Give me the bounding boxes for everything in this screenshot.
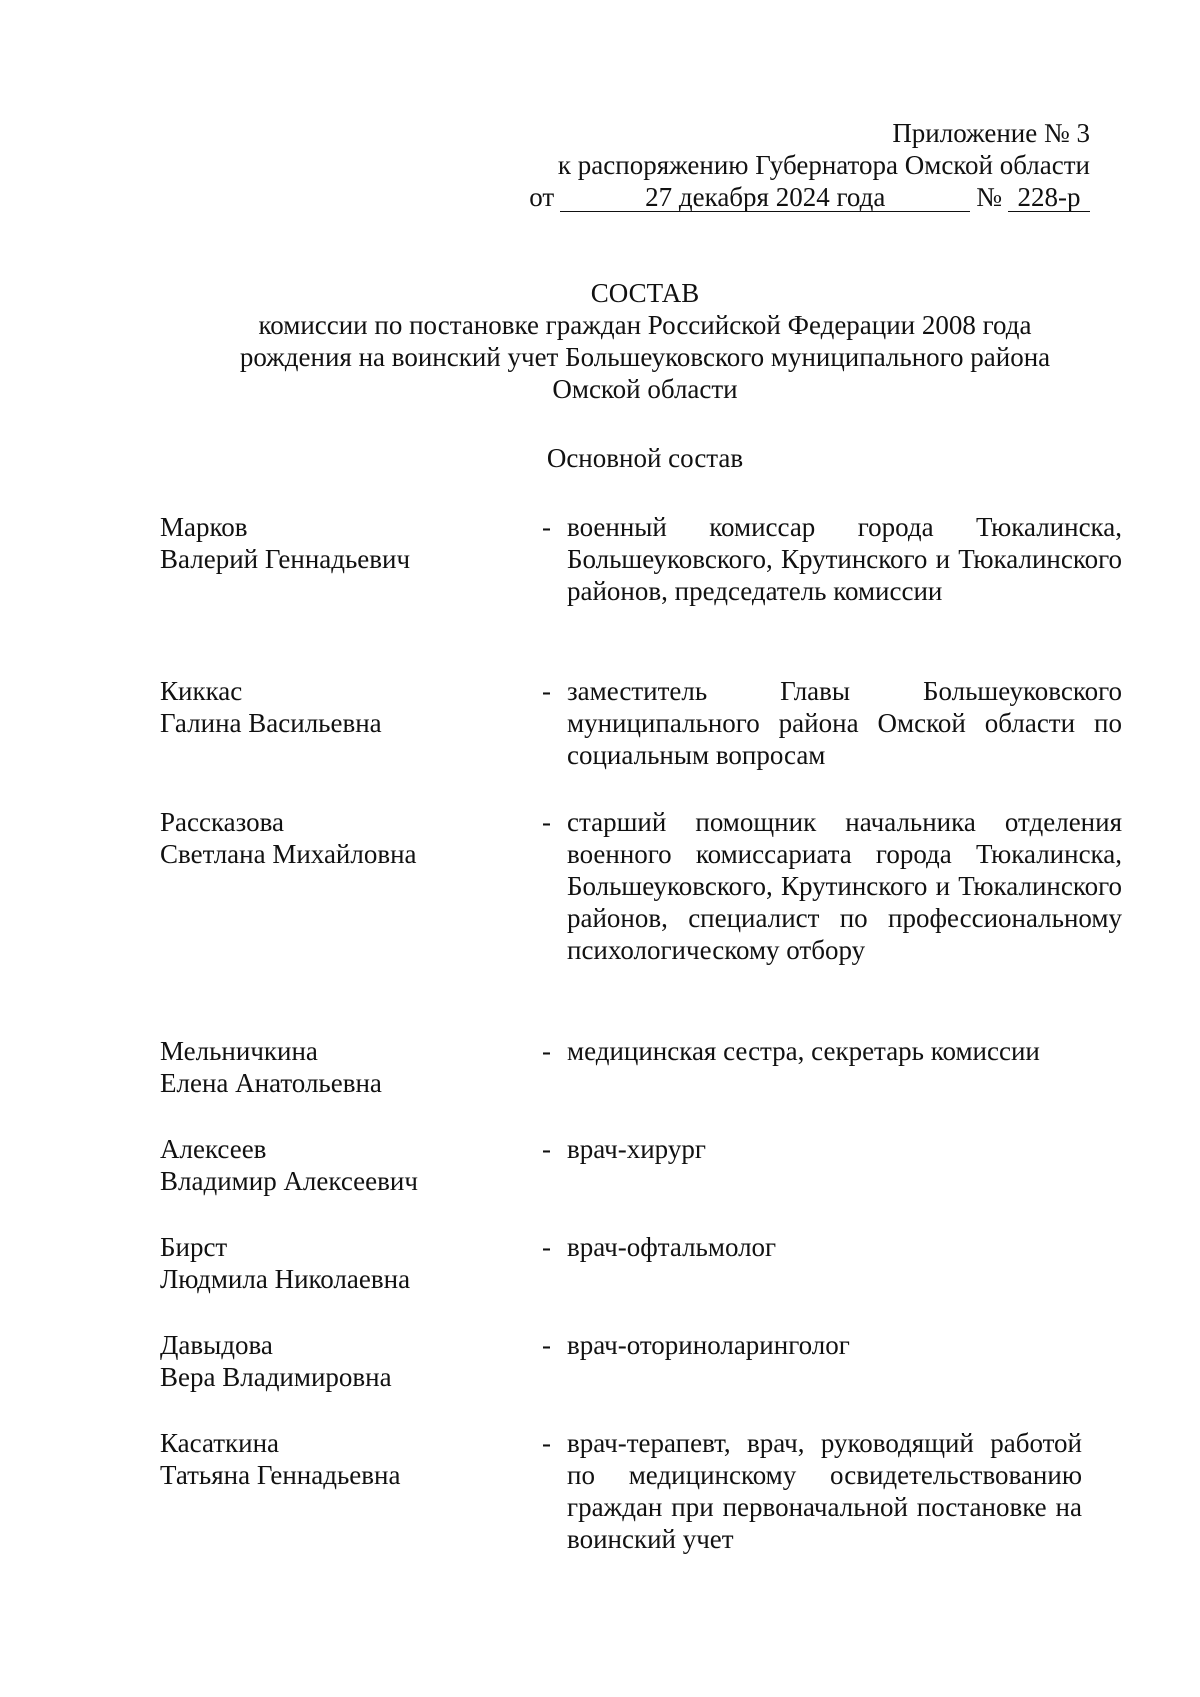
order-number: 228-р [1008, 183, 1090, 212]
member-given-names: Галина Васильевна [160, 708, 382, 738]
member-role: врач-оториноларинголог [567, 1330, 850, 1360]
order-date: 27 декабря 2024 года [560, 183, 970, 212]
member-given-names: Татьяна Геннадьевна [160, 1460, 401, 1490]
dash-separator: - [542, 1330, 551, 1360]
dash-separator: - [542, 1232, 551, 1262]
member-given-names: Вера Владимировна [160, 1362, 392, 1392]
document-title: СОСТАВ [590, 278, 700, 308]
dash-separator: - [542, 1428, 551, 1458]
member-role: заместитель Главы Большеуковского муниципального района Омской области по социальным вопросам [567, 676, 1122, 770]
member-surname: Бирст [160, 1232, 228, 1262]
number-prefix: № [976, 182, 1002, 212]
member-surname: Алексеев [160, 1134, 267, 1164]
member-name [160, 511, 540, 575]
member-surname: Касаткина [160, 1428, 280, 1458]
member-name [160, 1035, 540, 1099]
dash-separator: - [542, 512, 551, 542]
dash-separator: - [542, 1036, 551, 1066]
member-name [160, 1231, 540, 1295]
member-surname: Давыдова [160, 1330, 273, 1360]
member-given-names: Елена Анатольевна [160, 1068, 382, 1098]
member-surname: Марков [160, 512, 248, 542]
member-surname: Мельничкина [160, 1036, 318, 1066]
member-surname: Рассказова [160, 807, 285, 837]
member-role: врач-терапевт, врач, руководящий работой по медицинскому освидетельствованию граждан при первоначальной постановке на воинский учет [567, 1428, 1082, 1554]
member-given-names: Светлана Михайловна [160, 839, 417, 869]
appendix-number: Приложение № 3 [892, 118, 1090, 148]
member-role: военный комиссар города Тюкалинска, Большеуковского, Крутинского и Тюкалинского районов, председатель комиссии [567, 512, 1122, 606]
member-given-names: Владимир Алексеевич [160, 1166, 418, 1196]
order-reference: к распоряжению Губернатора Омской области [557, 150, 1090, 180]
member-role: врач-хирург [567, 1134, 706, 1164]
member-role: врач-офтальмолог [567, 1232, 777, 1262]
member-name [160, 806, 540, 870]
member-name [160, 1133, 540, 1197]
member-given-names: Людмила Николаевна [160, 1264, 411, 1294]
member-role: старший помощник начальника отделения военного комиссариата города Тюкалинска, Большеуковского, Крутинского и Тюкалинского районов, специалист по профессиональному психологическому отбору [567, 807, 1122, 965]
member-surname: Киккас [160, 676, 243, 706]
member-given-names: Валерий Геннадьевич [160, 544, 411, 574]
date-prefix: от [529, 182, 555, 212]
dash-separator: - [542, 1134, 551, 1164]
appendix-header [470, 117, 1090, 213]
member-name [160, 675, 540, 739]
dash-separator: - [542, 676, 551, 706]
document-title-block [150, 277, 1140, 405]
member-name [160, 1329, 540, 1393]
section-heading: Основной состав [546, 443, 744, 473]
order-date-line [470, 181, 1090, 213]
document-subtitle: комиссии по постановке граждан Российской Федерации 2008 года рождения на воинский учет Большеуковского муниципального района Омской области [239, 310, 1051, 404]
member-name [160, 1427, 540, 1491]
member-role: медицинская сестра, секретарь комиссии [567, 1036, 1040, 1066]
dash-separator: - [542, 807, 551, 837]
